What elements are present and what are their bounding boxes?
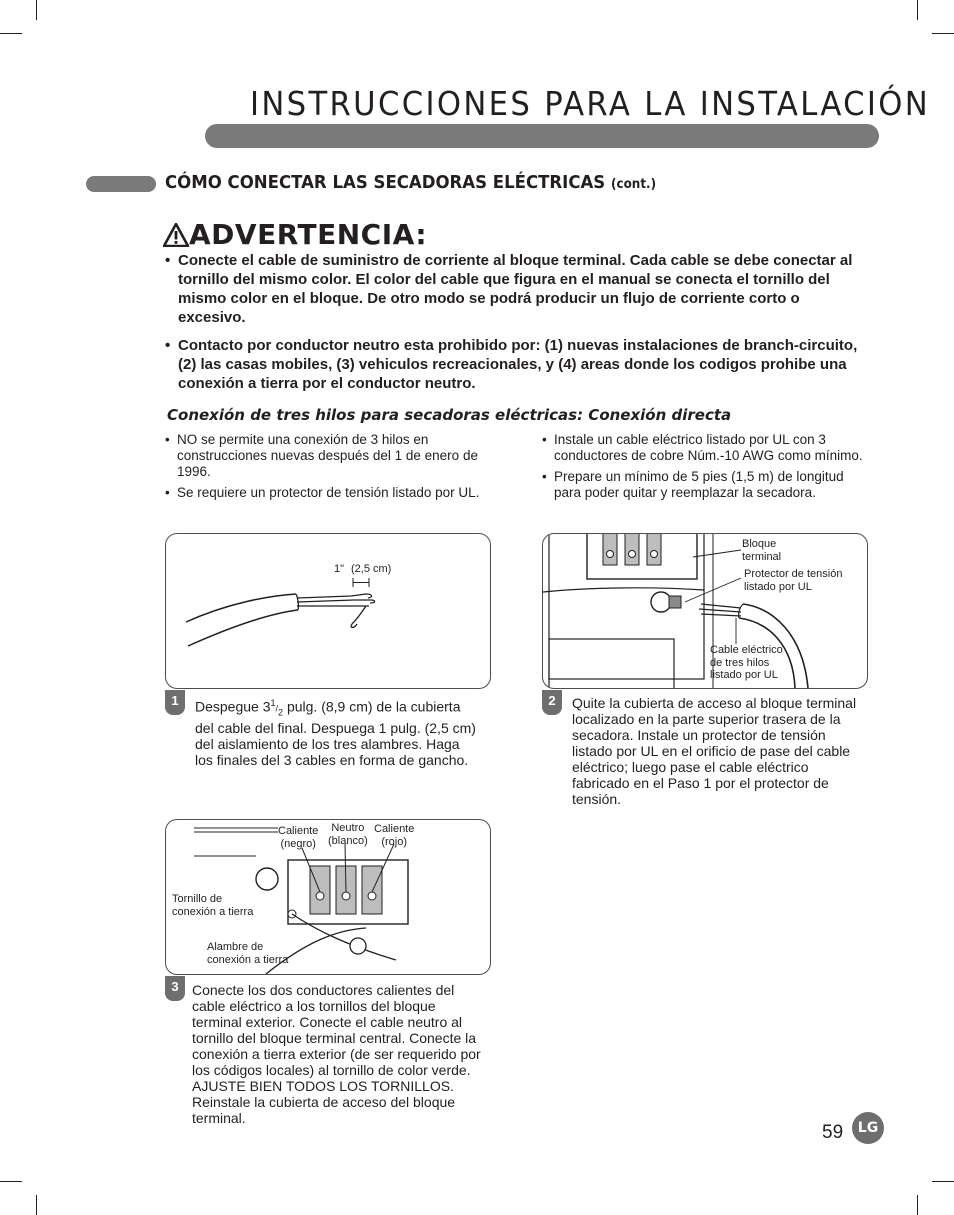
label-strain-relief: Protector de tensión listado por UL: [744, 568, 843, 593]
step-number: 1: [165, 690, 185, 715]
figure-1-cable-stripping: [165, 533, 491, 689]
figure-3-wire-connection: [165, 819, 491, 975]
list-item: • Prepare un mínimo de 5 pies (1,5 m) de longitud para poder quitar y reemplazar la secadora.: [542, 469, 872, 501]
step-number: 2: [542, 690, 562, 715]
warning-item: • Conecte el cable de suministro de corriente al bloque terminal. Cada cable se debe conectar al tornillo del mismo color. El color del cable que figura en el manual se conecta el tornillo del mismo color en el bloque. De otro modo se podrá producir un flujo de corriente corto o excesivo.: [165, 251, 870, 327]
section-title: [165, 172, 656, 193]
list-item: • NO se permite una conexión de 3 hilos en construcciones nuevas después del 1 de enero de 1996.: [165, 432, 495, 480]
crop-mark: [36, 1195, 37, 1215]
label-neutral: Neutro (blanco): [328, 822, 368, 847]
title-bar: [205, 124, 879, 148]
crop-mark: [917, 1195, 918, 1215]
label-hot-black: Caliente (negro): [278, 825, 319, 850]
step-1-text-b: pulg. (8,9 cm) de la cubierta del cable del final. Despuega 1 pulg. (2,5 cm) del aislamiento de los tres alambres. Haga los finales del 3 cables en forma de gancho.: [195, 698, 476, 769]
crop-mark: [0, 1181, 22, 1182]
section-bar: [86, 176, 156, 192]
label-terminal-block: Bloque terminal: [742, 538, 782, 563]
step-1-text-a: Despegue 3: [195, 698, 271, 715]
subheading: Conexión de tres hilos para secadoras eléctricas: Conexión directa: [167, 406, 732, 424]
left-bullet-list: [165, 432, 495, 506]
crop-mark: [36, 0, 37, 20]
warning-item: • Contacto por conductor neutro esta prohibido por: (1) nuevas instalaciones de branch-circuito, (2) las casas mobiles, (3) vehiculos recreacionales, y (4) areas donde los codigos prohibe una conexión a tierra por el conductor neutro.: [165, 336, 870, 393]
warning-heading: [163, 218, 427, 251]
lg-logo-text: LG: [857, 1120, 879, 1136]
cable-illustration: [166, 534, 490, 688]
label-power-cord: Cable eléctrico de tres hilos listado por UL: [710, 644, 783, 681]
warning-triangle-icon: [163, 223, 189, 247]
crop-mark: [932, 33, 954, 34]
page-title: INSTRUCCIONES PARA LA INSTALACIÓN: [250, 84, 931, 123]
figure-2-terminal-block: [542, 533, 868, 689]
page-number: 59: [822, 1122, 844, 1143]
step-3-text: Conecte los dos conductores calientes del cable eléctrico a los tornillos del bloque terminal exterior. Conecte el cable neutro al tornillo del bloque terminal central. Conecte la conexión a tierra exterior (de ser requerido por los códigos locales) al tornillo de color verde. AJUSTE BIEN TODOS LOS TORNILLOS. Reinstale la cubierta de acceso del bloque terminal.: [192, 982, 481, 1126]
label-ground-screw: Tornillo de conexión a tierra: [172, 893, 254, 918]
step-1-text: Despegue $3^1/_2$ pulg. (8,9 cm) de la cubierta del cable del final. Despuega 1 pulg. (2,5 cm) del aislamiento de los tres alambres. Haga los finales del 3 cables en forma de gancho.: [195, 698, 476, 769]
label-inch: 1": [334, 563, 345, 575]
fraction-denominator: 2: [278, 707, 284, 718]
list-item: • Instale un cable eléctrico listado por UL con 3 conductores de cobre Núm.-10 AWG como mínimo.: [542, 432, 872, 464]
section-title-cont: (cont.): [611, 177, 657, 192]
crop-mark: [932, 1181, 954, 1182]
list-item: • Se requiere un protector de tensión listado por UL.: [165, 485, 495, 501]
crop-mark: [917, 0, 918, 20]
fraction-numerator: 1: [270, 698, 276, 708]
terminal-block-illustration: [543, 534, 867, 688]
lg-logo-icon: [852, 1112, 884, 1144]
label-hot-red: Caliente (rojo): [374, 823, 415, 848]
section-title-text: CÓMO CONECTAR LAS SECADORAS ELÉCTRICAS: [165, 172, 606, 193]
crop-mark: [0, 33, 22, 34]
label-cm: (2,5 cm): [351, 563, 392, 575]
label-ground-wire: Alambre de conexión a tierra: [207, 941, 289, 966]
warning-heading-text: ADVERTENCIA:: [189, 218, 428, 251]
right-bullet-list: [542, 432, 872, 506]
step-number: 3: [165, 976, 185, 1001]
warning-list: [165, 251, 870, 402]
step-2-text: Quite la cubierta de acceso al bloque terminal localizado en la parte superior trasera de la secadora. Instale un protector de tensión listado por UL en el orificio de pase del cable eléctrico; luego pase el cable eléctrico fabricado en el Paso 1 por el protector de tensión.: [572, 695, 857, 807]
